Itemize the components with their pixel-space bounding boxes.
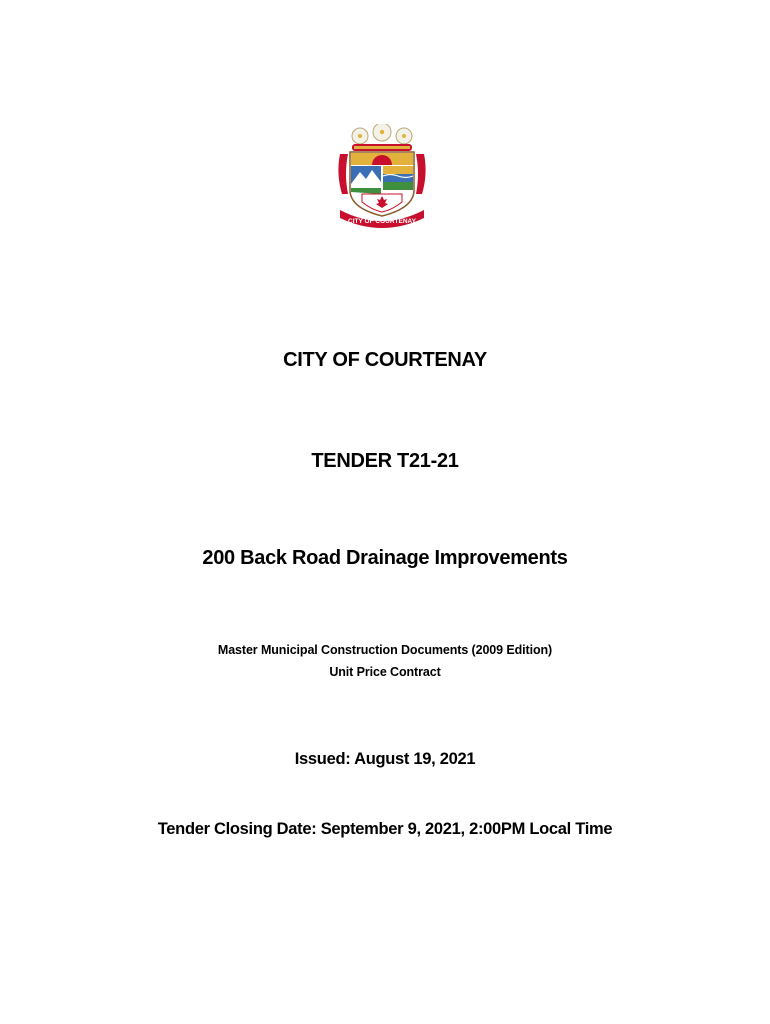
organization-heading: CITY OF COURTENAY [283, 349, 487, 371]
dogwood-flowers [352, 124, 412, 144]
project-title: 200 Back Road Drainage Improvements [202, 547, 568, 569]
contract-type-line: Unit Price Contract [329, 665, 441, 679]
contract-documents-line: Master Municipal Construction Documents (2009 Edition) [217, 643, 553, 657]
crest-motto: CITY OF COURTENAY [348, 218, 416, 225]
city-crest-logo [334, 124, 430, 230]
issued-date: Issued: August 19, 2021 [294, 750, 476, 768]
tender-closing-date: Tender Closing Date: September 9, 2021, 2:00PM Local Time [157, 820, 613, 838]
tender-number: TENDER T21-21 [311, 450, 459, 472]
